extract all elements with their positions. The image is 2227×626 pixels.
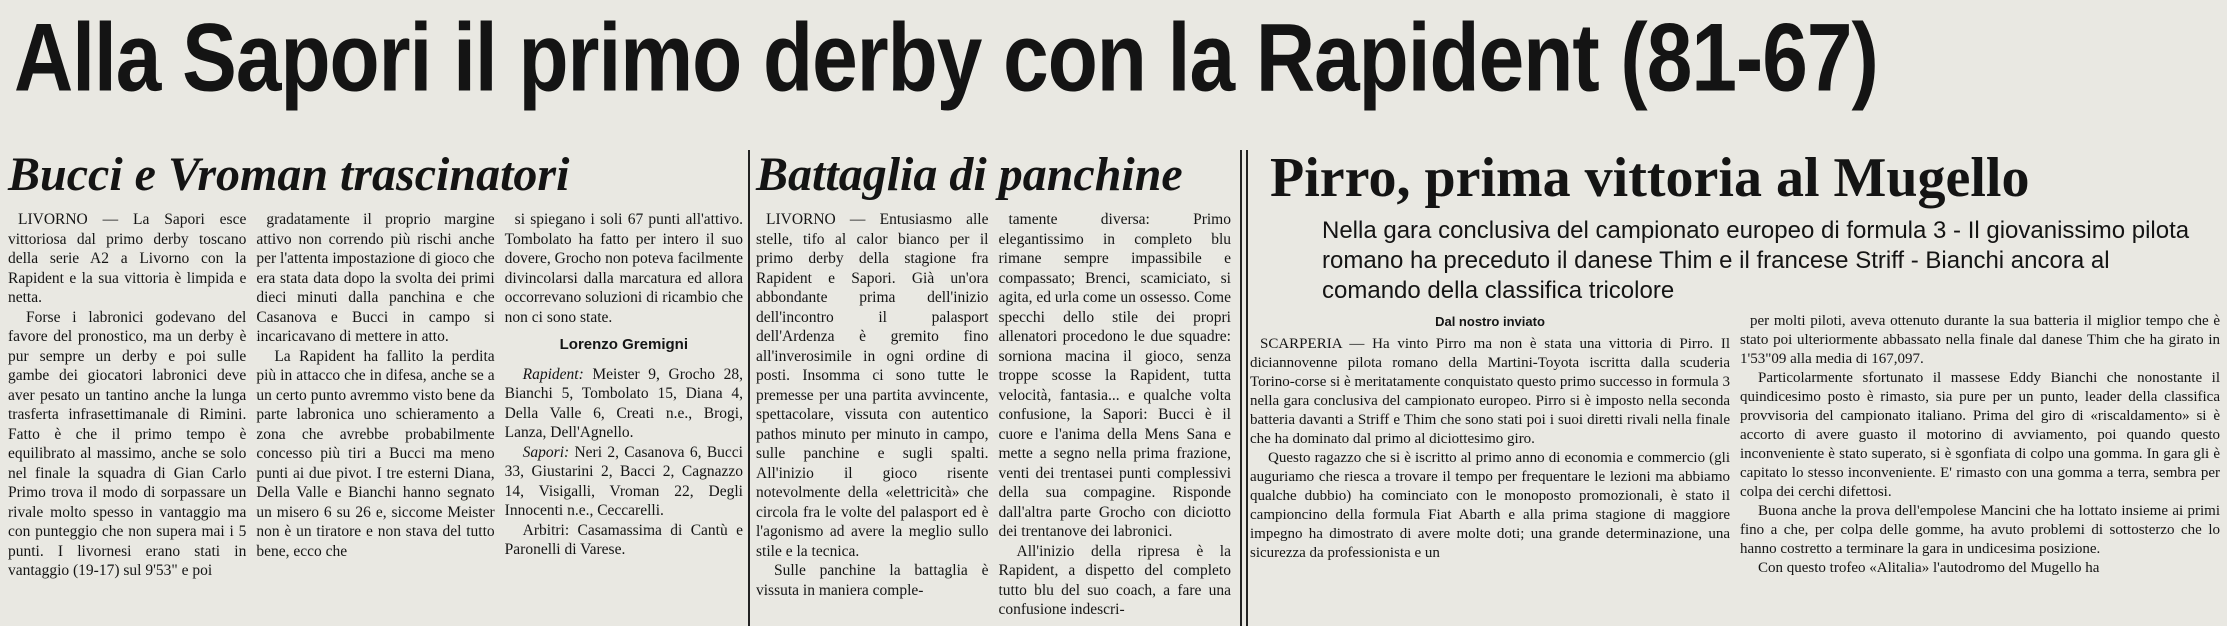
score-line xyxy=(505,365,743,443)
correspondent-line: Dal nostro inviato xyxy=(1435,314,1545,329)
team-name: Sapori: xyxy=(522,443,570,461)
column-rule xyxy=(1240,150,1242,626)
paragraph: tamente diversa: Primo elegantissimo in completo blu rimane sempre impassibile e compassato; Brenci, scamiciato, si agita, ed urla come un ossesso. Come specchi dello stile dei propri allenatori procedono le due squadre: sorniona macina il gioco, senza troppe scosse la Rapident, tutta velocità, fantasia... e qualche volta confusione, la Sapori: Bucci è il cuore e l'anima della Mens Sana e mette a segno nella prima frazione, venti dei trentasei punti complessivi della sua compagine. Risponde dall'altra parte Grocho con diciotto dei trentanove dei labronici. xyxy=(998,211,1231,540)
article1-column-3 xyxy=(504,210,743,558)
column-rule xyxy=(1246,150,1248,626)
article2-column-1 xyxy=(756,210,989,599)
paragraph: La Rapident ha fallito la perdita più in attacco che in difesa, anche se a un certo punto avremmo visto bene da parte labronica uno schieramento a zona che avrebbe probabilmente concesso più tiri a Bucci ma meno punti ai due pivot. I tre esterni Diana, Della Valle e Bianchi hanno segnato un misero 6 su 26 e, siccome Meister non è un tiratore e non stava del tutto bene, ecco che xyxy=(256,347,495,560)
subhead-bucci-vroman: Bucci e Vroman trascinatori xyxy=(8,148,570,201)
paragraph: LIVORNO — Entusiasmo alle stelle, tifo al calor bianco per il primo derby della stagione fra Rapident e Sapori. Già un'ora abbondante prima dell'inizio dell'incontro il palasport dell'Ardenza è gremito fino all'inverosimile in ogni ordine di posti. Insomma ci sono tutte le premesse per una partita avvincente, spettacolare, vissuta con autentico pathos minuto per minuto in campo, sulle panchine e sugli spalti. All'inizio il gioco risente notevolmente della «elettricità» che circola fra le volte del palasport ed è l'agonismo ad avere la meglio sullo stile e la tecnica. xyxy=(756,211,989,560)
paragraph: All'inizio della ripresa è la Rapident, a dispetto del completo tutto blu del suo coach, a fare una confusione indescri- xyxy=(998,542,1231,618)
deck: Nella gara conclusiva del campionato europeo di formula 3 - Il giovanissimo pilota romano ha preceduto il danese Thim e il francese Striff - Bianchi ancora al comando della classifica tricolore xyxy=(1322,217,2190,304)
paragraph: gradatamente il proprio margine attivo non correndo più rischi anche per l'attenta impostazione di gioco che era stata data dopo la svolta dei primi dieci minuti dalla panchina e che Casanova e Bucci in campo si incaricavano di mettere in atto. xyxy=(256,211,495,345)
article1-column-1 xyxy=(8,210,247,579)
score-line xyxy=(505,443,743,521)
subhead-pirro: Pirro, prima vittoria al Mugello xyxy=(1270,147,2030,209)
main-headline: Alla Sapori il primo derby con la Rapident (81-67) xyxy=(14,4,1878,112)
article3-column-2 xyxy=(1740,312,2220,576)
paragraph: si spiegano i soli 67 punti all'attivo. Tombolato ha fatto per intero il suo dovere, Grocho non poteva facilmente divincolarsi dalla marcatura ed allora occorrevano soluzioni di ricambio che non ci sono state. xyxy=(504,211,743,326)
paragraph: SCARPERIA — Ha vinto Pirro ma non è stata una vittoria di Pirro. Il diciannovenne pilota romano della Martini-Toyota iscritta dalla scuderia Torino-corse si è meritatamente conquistato questo primo successo in formula 3 nella gara conclusiva del campionato europeo. Pirro si è imposto nella seconda batteria davanti a Striff e Thim che sono stati poi i suoi diretti rivali nella finale che ha dominato dal primo al diciottesimo giro. xyxy=(1250,336,1730,447)
article2-column-2 xyxy=(998,210,1232,618)
paragraph: Questo ragazzo che si è iscritto al primo anno di economia e commercio (gli auguriamo che riesca a trovare il tempo per frequentare le lezioni ma abbiamo qualche dubbio) ha cominciato con le monoposto promozionali, è stato il campioncino della formula Fiat Abarth e alla prima stagione di maggiore impegno ha dimostrato di avere molte doti; una grande determinazione, una sicurezza da professionista e un xyxy=(1250,450,1730,561)
article-battaglia-panchine xyxy=(756,148,1231,626)
paragraph: Forse i labronici godevano del favore del pronostico, ma un derby è pur sempre un derby e poi sulle gambe dei giocatori labronici deve aver pesato un tantino anche la lunga trasferta infrasettimanale di Rimini. Fatto è che il primo tempo è equilibrato al massimo, anche se solo nel finale la squadra di Gian Carlo Primo trova il modo di sorpassare un rivale molto spesso in vantaggio ma con punteggio che non supera mai i 5 punti. I livornesi erano stati in vantaggio (19-17) sul 9'53" e poi xyxy=(8,308,247,579)
team-name: Rapident: xyxy=(522,365,584,383)
article1-column-2 xyxy=(256,210,495,560)
paragraph: Particolarmente sfortunato il massese Eddy Bianchi che nonostante il quindicesimo posto è rimasto, sia pure per un punto, leader della classifica provvisoria del campionato italiano. Prima del giro di «riscaldamento» si è accorto di avere guasto il motorino di avviamento, poi quando questo inconveniente è stato superato, si è sgonfiata di colpo una gomma. In gara gli è capitato lo stesso inconveniente. E' rimasto con una gomma a terra, sembra per colpa dei cerchi difettosi. xyxy=(1740,370,2220,500)
paragraph: Buona anche la prova dell'empolese Mancini che ha lottato insieme ai primi fino a che, per colpa delle gomme, ha avuto problemi di sottosterzo che lo hanno costretto a terminare la gara in undicesima posizione. xyxy=(1740,503,2220,557)
column-rule xyxy=(748,150,750,626)
score-text: Neri 2, Casanova 6, Bucci 33, Giustarini 2, Bacci 2, Cagnazzo 14, Visigalli, Vroman 22, Degli Innocenti n.e., Ceccarelli. xyxy=(504,443,743,519)
article-pirro-mugello xyxy=(1250,148,2220,626)
byline: Lorenzo Gremigni xyxy=(559,336,688,353)
subhead-battaglia: Battaglia di panchine xyxy=(756,148,1183,201)
article3-column-1 xyxy=(1250,312,1730,572)
paragraph: LIVORNO — La Sapori esce vittoriosa dal primo derby toscano della serie A2 a Livorno con la Rapident e la sua vittoria è limpida e netta. xyxy=(8,211,247,306)
paragraph: Con questo trofeo «Alitalia» l'autodromo del Mugello ha xyxy=(1758,560,2100,576)
article-bucci-vroman xyxy=(8,148,743,626)
paragraph: Sulle panchine la battaglia è vissuta in maniera comple- xyxy=(756,562,989,599)
score-text: Meister 9, Grocho 28, Bianchi 5, Tombolato 15, Diana 4, Della Valle 6, Creati n.e., Brogi, Lanza, Dell'Agnello. xyxy=(504,365,743,441)
referees: Arbitri: Casamassima di Cantù e Paronelli di Varese. xyxy=(504,521,743,558)
paragraph: per molti piloti, aveva ottenuto durante la sua batteria il miglior tempo che è stato poi ulteriormente abbassato nella finale dal danese Thim che ha girato in 1'53"09 alla media di 167,097. xyxy=(1740,313,2220,367)
